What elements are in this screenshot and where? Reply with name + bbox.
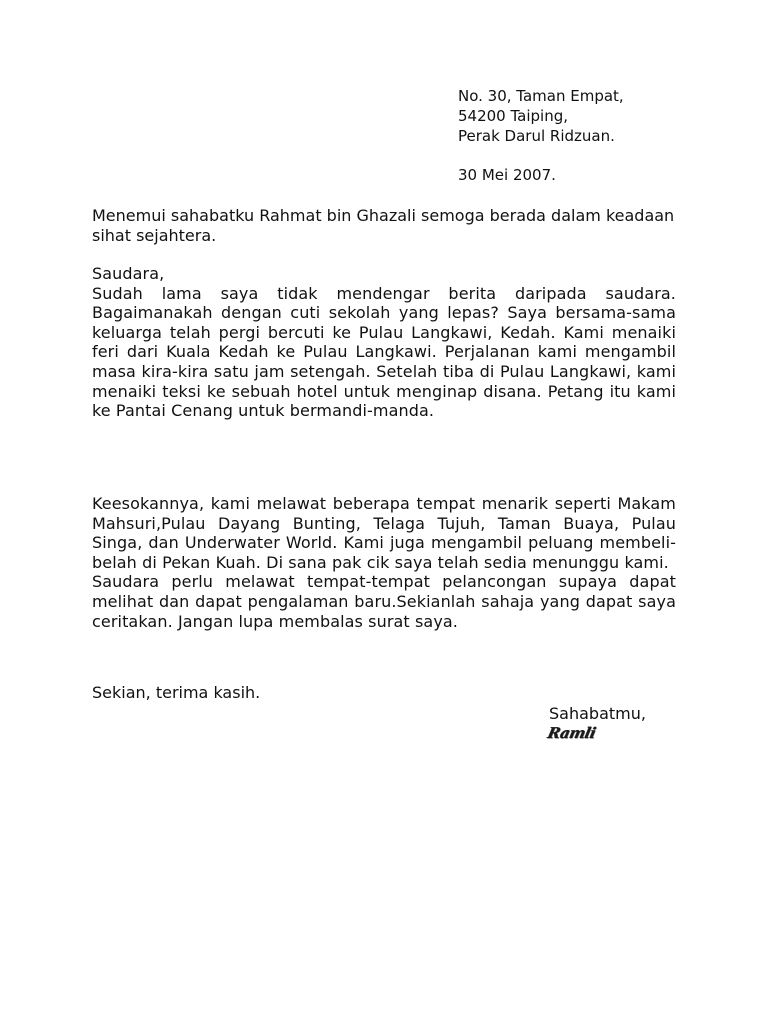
body-section-1 (92, 264, 676, 421)
address-line-2: 54200 Taiping, (458, 107, 569, 125)
address-line-3: Perak Darul Ridzuan. (458, 127, 615, 145)
handwritten-signature (548, 723, 618, 745)
signature-text: Ramli (546, 724, 598, 742)
opening-greeting: Menemui sahabatku Rahmat bin Ghazali semoga berada dalam keadaan sihat sejahtera. (92, 206, 675, 245)
signoff: Sahabatmu, (549, 704, 646, 723)
sender-address (458, 86, 624, 146)
paragraph-2: Keesokannya, kami melawat beberapa tempat menarik seperti Makam Mahsuri,Pulau Dayang Bunting, Telaga Tujuh, Taman Buaya, Pulau Singa, dan Underwater World. Kami juga mengambil peluang membeli-belah di Pekan Kuah. Di sana pak cik saya telah sedia menunggu kami. (92, 494, 676, 572)
address-line-1: No. 30, Taman Empat, (458, 87, 624, 105)
letter-date: 30 Mei 2007. (458, 166, 556, 184)
closing-line: Sekian, terima kasih. (92, 683, 261, 702)
paragraph-1: Sudah lama saya tidak mendengar berita daripada saudara. Bagaimanakah dengan cuti sekolah yang lepas? Saya bersama-sama keluarga telah pergi bercuti ke Pulau Langkawi, Kedah. Kami menaiki feri dari Kuala Kedah ke Pulau Langkawi. Perjalanan kami mengambil masa kira-kira satu jam setengah. Setelah tiba di Pulau Langkawi, kami menaiki teksi ke sebuah hotel untuk menginap disana. Petang itu kami ke Pantai Cenang untuk bermandi-manda. (92, 283, 676, 421)
body-section-2 (92, 494, 676, 631)
salutation: Saudara, (92, 264, 165, 283)
paragraph-3: Saudara perlu melawat tempat-tempat pelancongan supaya dapat melihat dan dapat pengalaman baru.Sekianlah sahaja yang dapat saya ceritakan. Jangan lupa membalas surat saya. (92, 572, 676, 631)
